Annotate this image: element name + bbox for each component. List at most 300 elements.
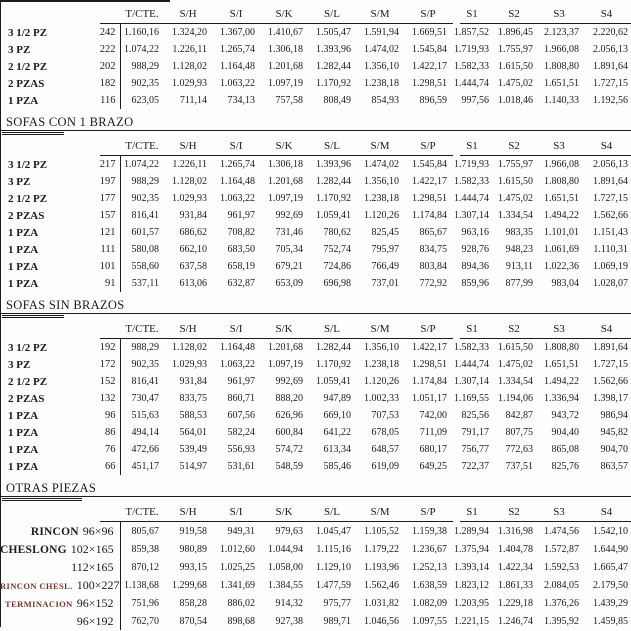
- price-cell: 1.029,93: [172, 359, 207, 370]
- price-cell: 1.444,74: [454, 78, 489, 89]
- item-label: 2 PZAS: [8, 209, 45, 222]
- price-cell: 1.169,55: [454, 393, 489, 404]
- item-code: 76: [105, 444, 116, 455]
- price-cell: 983,04: [551, 278, 579, 289]
- price-cell: 1.160,16: [120, 24, 164, 41]
- price-cell: 1.475,02: [498, 193, 533, 204]
- price-cell: 696,98: [323, 278, 351, 289]
- price-cell: 1.128,02: [172, 61, 207, 72]
- column-header: S4: [600, 8, 613, 20]
- price-cell: 669,10: [323, 410, 351, 421]
- item-name: RINCON CHESL.: [0, 580, 73, 591]
- column-header: T/CTE.: [125, 8, 159, 20]
- price-cell: 860,71: [227, 393, 255, 404]
- header-spacer: [0, 318, 120, 339]
- price-cell: 751,96: [120, 594, 164, 612]
- column-header: S/K: [275, 323, 293, 335]
- price-cell: 816,41: [120, 373, 164, 390]
- price-cell: 649,25: [419, 461, 447, 472]
- header-rule-right: [460, 155, 631, 156]
- price-cell: 1.582,33: [454, 61, 489, 72]
- price-cell: 1.410,67: [268, 27, 303, 38]
- price-cell: 678,05: [371, 427, 399, 438]
- price-cell: 531,61: [227, 461, 255, 472]
- item-code: 172: [99, 359, 116, 370]
- price-cell: 870,12: [120, 558, 164, 576]
- item-label: [0, 612, 120, 630]
- item-code: 96: [105, 410, 116, 421]
- price-cell: 539,49: [179, 444, 207, 455]
- price-cell: 948,23: [505, 244, 533, 255]
- price-cell: 683,50: [227, 244, 255, 255]
- price-cell: 993,15: [179, 561, 207, 573]
- price-cell: 1.422,17: [412, 61, 447, 72]
- price-cell: 1.651,51: [544, 359, 579, 370]
- price-cell: 1.755,97: [498, 44, 533, 55]
- item-size: 100×227: [76, 577, 120, 592]
- price-cell: 1.028,07: [593, 278, 628, 289]
- price-cell: 756,77: [461, 444, 489, 455]
- price-cell: 1.324,20: [172, 27, 207, 38]
- price-cell: 772,63: [505, 444, 533, 455]
- column-header: S/I: [229, 323, 243, 335]
- price-cell: 1.203,95: [454, 597, 489, 609]
- price-cell: 1.229,18: [498, 597, 533, 609]
- item-label: 1 PZA: [8, 277, 39, 290]
- price-cell: 927,38: [275, 615, 303, 627]
- table-row: [0, 424, 631, 441]
- header-rule-right: [460, 338, 631, 339]
- table-row: [0, 576, 631, 594]
- column-header: S3: [553, 8, 565, 20]
- price-cell: 1.025,25: [220, 561, 255, 573]
- price-cell: 585,46: [323, 461, 351, 472]
- price-cell: 707,53: [371, 410, 399, 421]
- table-row: [0, 224, 631, 241]
- column-header: S/H: [179, 506, 197, 518]
- price-cell: 791,17: [461, 427, 489, 438]
- price-cell: 1.097,19: [268, 359, 303, 370]
- item-label: 3 1/2 PZ: [8, 26, 48, 39]
- column-header: S2: [508, 8, 520, 20]
- price-cell: 601,57: [120, 224, 164, 241]
- price-cell: 931,84: [179, 210, 207, 221]
- price-cell: 1.164,48: [220, 61, 255, 72]
- price-cell: 1.638,59: [412, 579, 447, 591]
- price-cell: 632,87: [227, 278, 255, 289]
- item-code: 217: [99, 159, 116, 170]
- price-cell: 888,20: [275, 393, 303, 404]
- item-label: 1 PZA: [8, 243, 39, 256]
- section-otras-piezas: [0, 478, 631, 630]
- price-cell: 705,34: [275, 244, 303, 255]
- column-header: S2: [508, 140, 520, 152]
- table-row: [0, 540, 631, 558]
- price-cell: 1.201,68: [268, 176, 303, 187]
- header-rule-left: [100, 23, 453, 24]
- price-cell: 1.474,02: [364, 44, 399, 55]
- column-header: S4: [600, 323, 613, 335]
- price-cell: 961,97: [227, 210, 255, 221]
- price-cell: 1.170,92: [316, 78, 351, 89]
- price-cell: 637,58: [179, 261, 207, 272]
- price-cell: 548,59: [275, 461, 303, 472]
- header-spacer: [0, 501, 120, 522]
- price-cell: 947,89: [323, 393, 351, 404]
- price-cell: 1.422,17: [412, 342, 447, 353]
- price-cell: 931,84: [179, 376, 207, 387]
- price-cell: 886,02: [227, 597, 255, 609]
- price-cell: 1.226,11: [172, 44, 207, 55]
- price-cell: 859,38: [120, 540, 164, 558]
- price-cell: 988,29: [120, 339, 164, 356]
- section-top-table: [0, 0, 631, 109]
- column-header: S/K: [275, 506, 293, 518]
- header-row: [0, 3, 631, 24]
- price-cell: 1.298,51: [412, 193, 447, 204]
- column-header: S/M: [370, 8, 390, 20]
- price-cell: 988,29: [120, 173, 164, 190]
- item-label: [0, 558, 120, 576]
- price-cell: 1.562,66: [593, 210, 628, 221]
- price-cell: 1.475,02: [498, 78, 533, 89]
- column-header: S/K: [275, 140, 293, 152]
- price-cell: 1.542,10: [593, 525, 628, 537]
- price-cell: 1.105,52: [364, 525, 399, 537]
- item-size: 112×165: [71, 559, 114, 574]
- table-row: [0, 173, 631, 190]
- price-cell: 623,05: [120, 92, 164, 109]
- price-cell: 1.051,17: [412, 393, 447, 404]
- price-cell: 1.439,29: [593, 597, 628, 609]
- price-cell: 1.545,84: [412, 44, 447, 55]
- column-header: S/M: [370, 506, 390, 518]
- price-cell: 1.808,80: [544, 61, 579, 72]
- price-cell: 1.151,43: [593, 227, 628, 238]
- column-header: S/L: [324, 506, 340, 518]
- price-cell: 1.174,84: [412, 210, 447, 221]
- price-cell: 1.336,94: [544, 393, 579, 404]
- price-cell: 989,71: [323, 615, 351, 627]
- item-label: 3 PZ: [8, 175, 31, 188]
- price-cell: 902,35: [120, 190, 164, 207]
- price-cell: 1.341,69: [220, 579, 255, 591]
- price-cell: 658,19: [227, 261, 255, 272]
- price-cell: 842,87: [505, 410, 533, 421]
- item-code: 222: [99, 44, 116, 55]
- price-cell: 928,76: [461, 244, 489, 255]
- price-cell: 859,96: [461, 278, 489, 289]
- price-cell: 1.059,41: [316, 376, 351, 387]
- table-row: [0, 458, 631, 475]
- price-cell: 795,97: [371, 244, 399, 255]
- price-cell: 803,84: [419, 261, 447, 272]
- price-cell: 1.306,18: [268, 44, 303, 55]
- column-header: S/L: [324, 140, 340, 152]
- price-cell: 986,94: [600, 410, 628, 421]
- price-cell: 902,35: [120, 356, 164, 373]
- table-row: [0, 356, 631, 373]
- price-cell: 816,41: [120, 207, 164, 224]
- price-cell: 877,99: [505, 278, 533, 289]
- price-cell: 1.063,22: [220, 78, 255, 89]
- price-cell: 1.562,46: [364, 579, 399, 591]
- column-header: S2: [508, 506, 520, 518]
- price-cell: 1.861,33: [498, 579, 533, 591]
- price-cell: 825,45: [371, 227, 399, 238]
- price-cell: 1.582,33: [454, 342, 489, 353]
- price-cell: 870,54: [179, 615, 207, 627]
- header-spacer: [0, 135, 120, 156]
- header-rule-left: [100, 521, 453, 522]
- item-code: 116: [100, 95, 116, 106]
- item-label: 3 1/2 PZ: [8, 341, 48, 354]
- price-cell: 1.029,93: [172, 193, 207, 204]
- column-header: S/H: [179, 323, 197, 335]
- column-header: T/CTE.: [125, 323, 159, 335]
- price-cell: 648,57: [371, 444, 399, 455]
- table-row: [0, 258, 631, 275]
- price-cell: 515,63: [120, 407, 164, 424]
- price-cell: 1.170,92: [316, 359, 351, 370]
- item-code: 132: [99, 393, 116, 404]
- price-cell: 1.367,00: [220, 27, 255, 38]
- price-cell: 1.494,22: [544, 210, 579, 221]
- price-cell: 1.002,33: [364, 393, 399, 404]
- price-cell: 988,29: [120, 58, 164, 75]
- item-label: 1 PZA: [8, 260, 39, 273]
- price-cell: 949,31: [227, 525, 255, 537]
- price-cell: 1.265,74: [220, 44, 255, 55]
- price-cell: 730,47: [120, 390, 164, 407]
- price-cell: 1.474,02: [364, 159, 399, 170]
- item-label: 2 1/2 PZ: [8, 192, 48, 205]
- column-header: S3: [553, 506, 565, 518]
- item-label: [0, 594, 120, 612]
- item-label: 2 1/2 PZ: [8, 375, 48, 388]
- price-cell: 613,34: [323, 444, 351, 455]
- price-cell: 945,82: [600, 427, 628, 438]
- price-cell: 1.252,13: [412, 561, 447, 573]
- table-row: [0, 612, 631, 630]
- table-row: [0, 41, 631, 58]
- item-code: 182: [99, 78, 116, 89]
- table-row: [0, 58, 631, 75]
- table-row: [0, 558, 631, 576]
- price-cell: 1.138,68: [120, 576, 164, 594]
- price-cell: 1.236,67: [412, 543, 447, 555]
- item-label: 1 PZA: [8, 426, 39, 439]
- item-code: 177: [99, 193, 116, 204]
- price-cell: 1.164,48: [220, 176, 255, 187]
- column-header: S1: [466, 323, 478, 335]
- price-cell: 1.562,66: [593, 376, 628, 387]
- price-cell: 1.727,15: [593, 193, 628, 204]
- price-cell: 1.966,08: [544, 44, 579, 55]
- price-cell: 472,66: [120, 441, 164, 458]
- section-title: SOFAS SIN BRAZOS: [0, 295, 631, 314]
- price-cell: 1.444,74: [454, 193, 489, 204]
- column-header: S1: [466, 506, 478, 518]
- price-cell: 1.422,17: [412, 176, 447, 187]
- price-cell: 865,67: [419, 227, 447, 238]
- price-cell: 1.063,22: [220, 193, 255, 204]
- price-cell: 1.891,64: [593, 176, 628, 187]
- price-cell: 1.393,96: [316, 159, 351, 170]
- price-cell: 613,06: [179, 278, 207, 289]
- header-rule-right: [460, 23, 631, 24]
- price-cell: 762,70: [120, 612, 164, 630]
- price-cell: 711,09: [419, 427, 447, 438]
- column-header: S/I: [229, 8, 243, 20]
- price-cell: 1.398,17: [593, 393, 628, 404]
- table-row: [0, 407, 631, 424]
- price-cell: 626,96: [275, 410, 303, 421]
- column-header: S4: [600, 140, 613, 152]
- section-title: SOFAS CON 1 BRAZO: [0, 112, 631, 131]
- table-row: [0, 75, 631, 92]
- price-cell: 582,24: [227, 427, 255, 438]
- item-label: 1 PZA: [8, 460, 39, 473]
- price-cell: 1.808,80: [544, 342, 579, 353]
- price-cell: 1.307,14: [454, 376, 489, 387]
- price-cell: 1.727,15: [593, 359, 628, 370]
- price-cell: 2.220,62: [593, 27, 628, 38]
- price-cell: 1.097,19: [268, 78, 303, 89]
- price-cell: 1.356,10: [364, 176, 399, 187]
- price-cell: 1.727,15: [593, 78, 628, 89]
- table-row: [0, 190, 631, 207]
- price-cell: 1.159,38: [412, 525, 447, 537]
- price-cell: 834,75: [419, 244, 447, 255]
- column-header: S/P: [420, 140, 436, 152]
- price-cell: 1.891,64: [593, 61, 628, 72]
- table-row: [0, 373, 631, 390]
- price-cell: 808,49: [323, 95, 351, 106]
- item-code: 202: [99, 61, 116, 72]
- price-cell: 1.307,14: [454, 210, 489, 221]
- header-row: [0, 135, 631, 156]
- price-table: [0, 318, 631, 475]
- price-cell: 600,84: [275, 427, 303, 438]
- price-cell: 992,69: [275, 376, 303, 387]
- column-header: S1: [466, 140, 478, 152]
- price-cell: 807,75: [505, 427, 533, 438]
- price-cell: 2.084,05: [544, 579, 579, 591]
- column-header: S4: [600, 506, 613, 518]
- item-code: 157: [99, 210, 116, 221]
- price-cell: 1.395,92: [544, 615, 579, 627]
- price-cell: 1.334,54: [498, 376, 533, 387]
- column-header: S2: [508, 323, 520, 335]
- table-row: [0, 241, 631, 258]
- column-header: S/L: [324, 323, 340, 335]
- price-cell: 1.422,34: [498, 561, 533, 573]
- price-cell: 1.074,22: [120, 41, 164, 58]
- price-cell: 1.669,51: [412, 27, 447, 38]
- price-cell: 904,70: [600, 444, 628, 455]
- header-rule-left: [100, 338, 453, 339]
- price-cell: 997,56: [461, 95, 489, 106]
- header-rule-left: [100, 155, 453, 156]
- price-table: [0, 135, 631, 292]
- price-cell: 865,08: [551, 444, 579, 455]
- price-cell: 737,01: [371, 278, 399, 289]
- price-cell: 558,60: [120, 258, 164, 275]
- price-cell: 1.120,26: [364, 210, 399, 221]
- price-cell: 772,92: [419, 278, 447, 289]
- price-cell: 1.265,74: [220, 159, 255, 170]
- price-cell: 1.459,85: [593, 615, 628, 627]
- item-label: [0, 540, 120, 558]
- price-cell: 1.069,19: [593, 261, 628, 272]
- price-cell: 742,00: [419, 410, 447, 421]
- price-cell: 766,49: [371, 261, 399, 272]
- price-cell: 1.545,84: [412, 159, 447, 170]
- price-cell: 1.110,31: [593, 244, 628, 255]
- price-cell: 902,35: [120, 75, 164, 92]
- price-cell: 898,68: [227, 615, 255, 627]
- price-cell: 1.651,51: [544, 193, 579, 204]
- price-cell: 1.356,10: [364, 61, 399, 72]
- price-cell: 708,82: [227, 227, 255, 238]
- price-cell: 1.082,09: [412, 597, 447, 609]
- price-cell: 588,53: [179, 410, 207, 421]
- price-cell: 1.384,55: [268, 579, 303, 591]
- price-cell: 2.056,13: [593, 159, 628, 170]
- price-cell: 1.164,48: [220, 342, 255, 353]
- price-cell: 724,86: [323, 261, 351, 272]
- item-label: 1 PZA: [8, 226, 39, 239]
- price-cell: 734,13: [227, 95, 255, 106]
- price-cell: 963,16: [461, 227, 489, 238]
- price-cell: 451,17: [120, 458, 164, 475]
- section-title: OTRAS PIEZAS: [0, 478, 631, 497]
- item-code: 101: [99, 261, 116, 272]
- price-cell: 653,09: [275, 278, 303, 289]
- price-cell: 731,46: [275, 227, 303, 238]
- price-cell: 1.651,51: [544, 78, 579, 89]
- item-label: 3 PZ: [8, 43, 31, 56]
- item-label: [0, 522, 120, 540]
- table-row: [0, 92, 631, 109]
- price-cell: 1.140,33: [544, 95, 579, 106]
- item-name: RINCON: [30, 525, 79, 538]
- header-row: [0, 318, 631, 339]
- price-cell: 1.018,46: [498, 95, 533, 106]
- item-code: 111: [100, 244, 116, 255]
- column-header: T/CTE.: [125, 506, 159, 518]
- item-size: 96×152: [76, 595, 114, 610]
- price-cell: 1.022,36: [544, 261, 579, 272]
- price-cell: 1.059,41: [316, 210, 351, 221]
- price-cell: 1.475,02: [498, 359, 533, 370]
- price-cell: 1.074,22: [120, 156, 164, 173]
- price-cell: 1.299,68: [172, 579, 207, 591]
- column-header: S/M: [370, 140, 390, 152]
- price-cell: 1.238,18: [364, 78, 399, 89]
- item-label: 2 1/2 PZ: [8, 60, 48, 73]
- price-cell: 1.179,22: [364, 543, 399, 555]
- price-cell: 1.505,47: [316, 27, 351, 38]
- price-cell: 1.719,93: [454, 159, 489, 170]
- price-cell: 1.477,59: [316, 579, 351, 591]
- price-cell: 686,62: [179, 227, 207, 238]
- price-cell: 975,77: [323, 597, 351, 609]
- price-cell: 1.226,11: [172, 159, 207, 170]
- price-cell: 913,11: [505, 261, 533, 272]
- column-header: S/I: [229, 506, 243, 518]
